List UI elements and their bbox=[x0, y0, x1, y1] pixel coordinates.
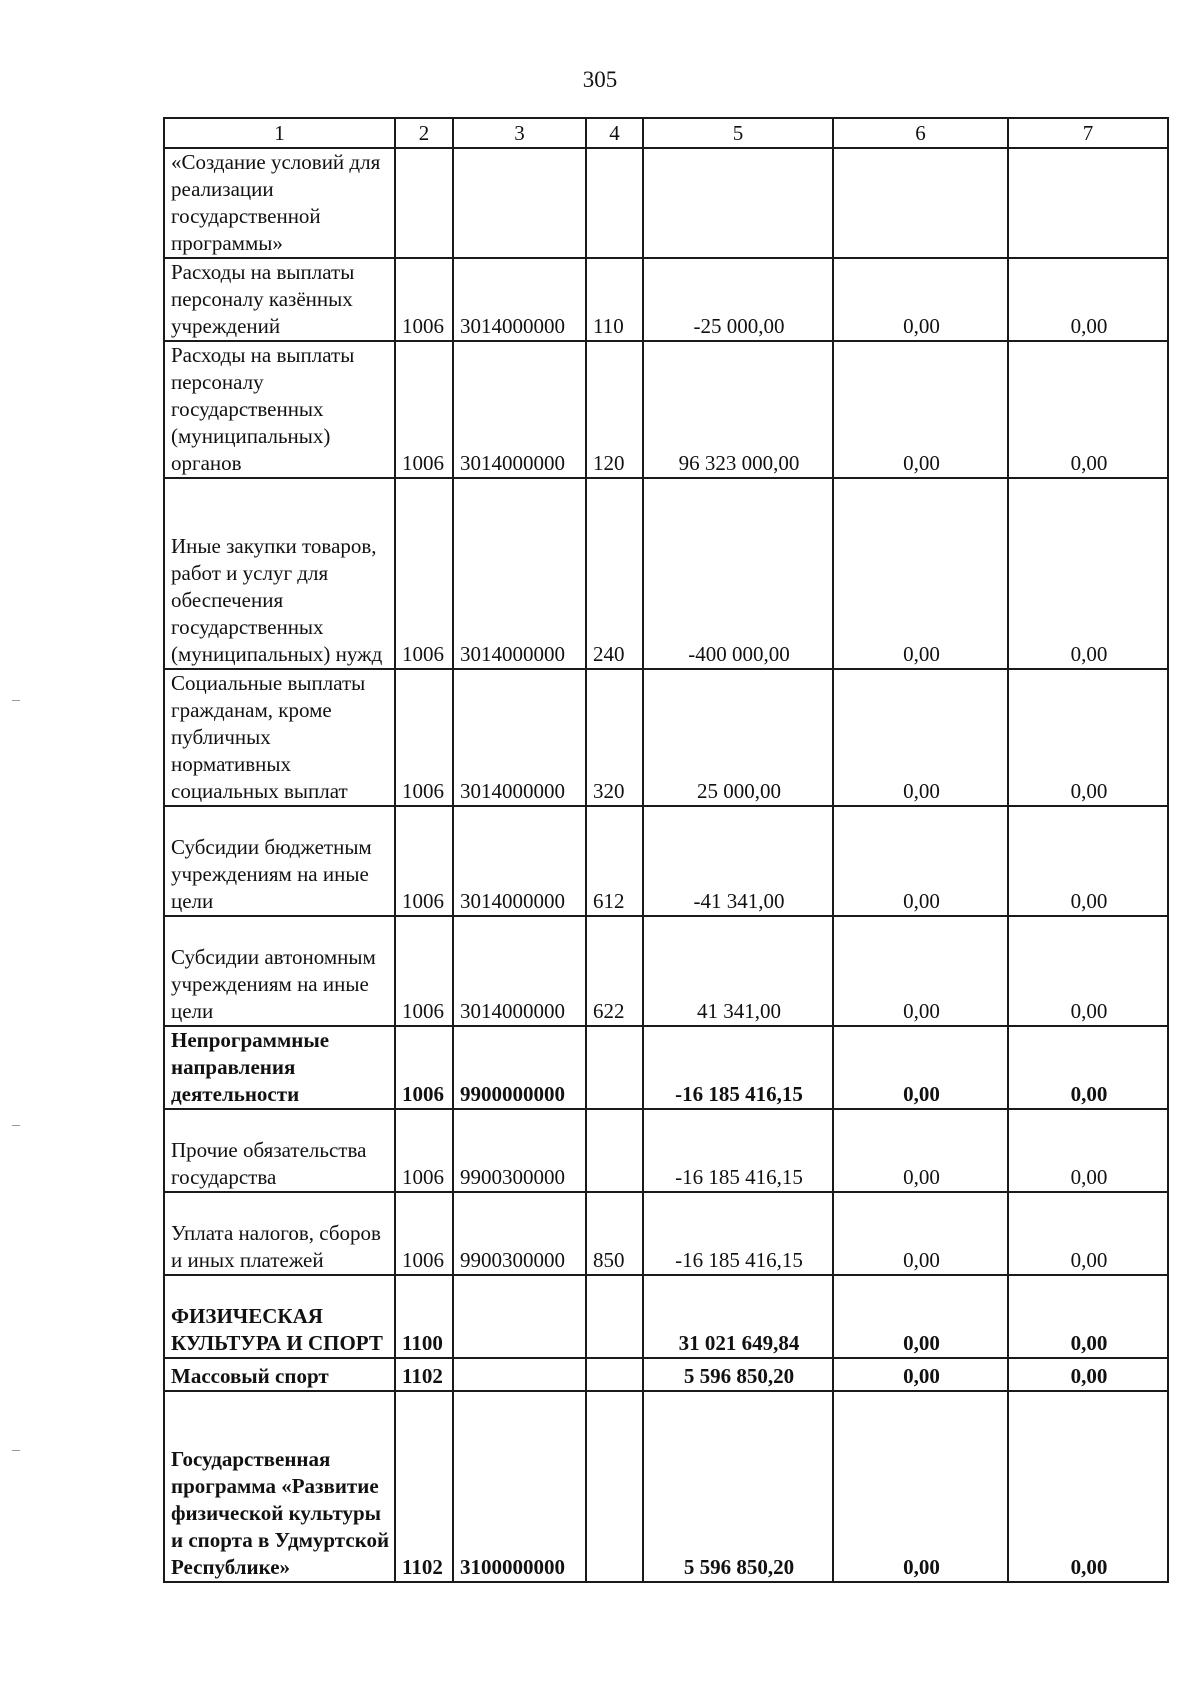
row-col6: 0,00 bbox=[833, 916, 1008, 1026]
row-name: Государственная программа «Развитие физической культуры и спорта в Удмуртской Республике» bbox=[164, 1391, 395, 1582]
row-section: 1006 bbox=[395, 916, 453, 1026]
header-col-2: 2 bbox=[395, 118, 453, 148]
row-section bbox=[395, 148, 453, 258]
row-section: 1006 bbox=[395, 1192, 453, 1275]
row-section: 1006 bbox=[395, 258, 453, 341]
row-col7: 0,00 bbox=[1008, 669, 1168, 806]
scan-mark bbox=[12, 1125, 20, 1126]
row-expense-type bbox=[586, 1026, 643, 1109]
row-col7 bbox=[1008, 148, 1168, 258]
row-col6: 0,00 bbox=[833, 1109, 1008, 1192]
row-target: 3014000000 bbox=[453, 669, 586, 806]
table-row bbox=[164, 1358, 1168, 1391]
table-row bbox=[164, 1109, 1168, 1192]
row-col6: 0,00 bbox=[833, 478, 1008, 669]
header-col-5: 5 bbox=[643, 118, 833, 148]
scan-mark bbox=[12, 1450, 20, 1451]
row-expense-type: 850 bbox=[586, 1192, 643, 1275]
row-name: Субсидии бюджетным учреждениям на иные цели bbox=[164, 806, 395, 916]
row-col6: 0,00 bbox=[833, 669, 1008, 806]
row-expense-type: 110 bbox=[586, 258, 643, 341]
scan-mark bbox=[12, 700, 20, 701]
row-name: Расходы на выплаты персоналу государственных (муниципальных) органов bbox=[164, 341, 395, 478]
table-row bbox=[164, 916, 1168, 1026]
table-row bbox=[164, 1275, 1168, 1358]
header-col-6: 6 bbox=[833, 118, 1008, 148]
row-target bbox=[453, 1358, 586, 1391]
row-col7: 0,00 bbox=[1008, 1391, 1168, 1582]
row-name: «Создание условий для реализации государственной программы» bbox=[164, 148, 395, 258]
header-col-4: 4 bbox=[586, 118, 643, 148]
row-amount: 25 000,00 bbox=[643, 669, 833, 806]
row-name: ФИЗИЧЕСКАЯ КУЛЬТУРА И СПОРТ bbox=[164, 1275, 395, 1358]
row-col7: 0,00 bbox=[1008, 1192, 1168, 1275]
budget-table bbox=[163, 117, 1169, 1583]
row-col7: 0,00 bbox=[1008, 1026, 1168, 1109]
row-expense-type bbox=[586, 1391, 643, 1582]
row-amount: -41 341,00 bbox=[643, 806, 833, 916]
row-amount bbox=[643, 148, 833, 258]
row-target: 9900000000 bbox=[453, 1026, 586, 1109]
row-expense-type: 120 bbox=[586, 341, 643, 478]
row-amount: 5 596 850,20 bbox=[643, 1391, 833, 1582]
row-section: 1006 bbox=[395, 1026, 453, 1109]
row-section: 1006 bbox=[395, 478, 453, 669]
row-section: 1100 bbox=[395, 1275, 453, 1358]
row-section: 1006 bbox=[395, 669, 453, 806]
row-col7: 0,00 bbox=[1008, 1109, 1168, 1192]
row-col6: 0,00 bbox=[833, 1391, 1008, 1582]
row-section: 1006 bbox=[395, 1109, 453, 1192]
row-section: 1102 bbox=[395, 1391, 453, 1582]
row-name: Прочие обязательства государства bbox=[164, 1109, 395, 1192]
row-expense-type: 612 bbox=[586, 806, 643, 916]
table-row bbox=[164, 806, 1168, 916]
table-row bbox=[164, 478, 1168, 669]
row-amount: -16 185 416,15 bbox=[643, 1192, 833, 1275]
row-section: 1006 bbox=[395, 341, 453, 478]
row-amount: 96 323 000,00 bbox=[643, 341, 833, 478]
row-col6: 0,00 bbox=[833, 341, 1008, 478]
header-col-7: 7 bbox=[1008, 118, 1168, 148]
row-target: 3014000000 bbox=[453, 478, 586, 669]
row-target: 9900300000 bbox=[453, 1192, 586, 1275]
row-target: 3014000000 bbox=[453, 258, 586, 341]
table-row bbox=[164, 1192, 1168, 1275]
row-name: Субсидии автономным учреждениям на иные цели bbox=[164, 916, 395, 1026]
row-amount: -16 185 416,15 bbox=[643, 1109, 833, 1192]
row-target: 9900300000 bbox=[453, 1109, 586, 1192]
row-col7: 0,00 bbox=[1008, 478, 1168, 669]
row-col6: 0,00 bbox=[833, 1192, 1008, 1275]
row-expense-type: 320 bbox=[586, 669, 643, 806]
row-col7: 0,00 bbox=[1008, 258, 1168, 341]
row-expense-type bbox=[586, 1358, 643, 1391]
row-target: 3014000000 bbox=[453, 806, 586, 916]
row-amount: -16 185 416,15 bbox=[643, 1026, 833, 1109]
row-target bbox=[453, 1275, 586, 1358]
row-name: Массовый спорт bbox=[164, 1358, 395, 1391]
row-expense-type bbox=[586, 1109, 643, 1192]
row-col6: 0,00 bbox=[833, 806, 1008, 916]
row-col6 bbox=[833, 148, 1008, 258]
row-name: Уплата налогов, сборов и иных платежей bbox=[164, 1192, 395, 1275]
row-target: 3014000000 bbox=[453, 916, 586, 1026]
row-name: Непрограммные направления деятельности bbox=[164, 1026, 395, 1109]
header-row bbox=[164, 118, 1168, 148]
row-amount: 5 596 850,20 bbox=[643, 1358, 833, 1391]
row-col6: 0,00 bbox=[833, 1358, 1008, 1391]
row-target bbox=[453, 148, 586, 258]
row-expense-type bbox=[586, 1275, 643, 1358]
row-col7: 0,00 bbox=[1008, 1275, 1168, 1358]
row-amount: 31 021 649,84 bbox=[643, 1275, 833, 1358]
row-col7: 0,00 bbox=[1008, 916, 1168, 1026]
row-amount: -400 000,00 bbox=[643, 478, 833, 669]
table-row bbox=[164, 258, 1168, 341]
row-col6: 0,00 bbox=[833, 1275, 1008, 1358]
row-col6: 0,00 bbox=[833, 1026, 1008, 1109]
table-row bbox=[164, 1026, 1168, 1109]
row-target: 3014000000 bbox=[453, 341, 586, 478]
page-number: 305 bbox=[582, 67, 618, 92]
header-col-3: 3 bbox=[453, 118, 586, 148]
row-name: Социальные выплаты гражданам, кроме публичных нормативных социальных выплат bbox=[164, 669, 395, 806]
row-expense-type: 240 bbox=[586, 478, 643, 669]
row-section: 1102 bbox=[395, 1358, 453, 1391]
row-col7: 0,00 bbox=[1008, 341, 1168, 478]
row-amount: -25 000,00 bbox=[643, 258, 833, 341]
row-expense-type: 622 bbox=[586, 916, 643, 1026]
row-col7: 0,00 bbox=[1008, 806, 1168, 916]
row-expense-type bbox=[586, 148, 643, 258]
table-row bbox=[164, 341, 1168, 478]
row-name: Иные закупки товаров, работ и услуг для обеспечения государственных (муниципальных) нужд bbox=[164, 478, 395, 669]
row-col7: 0,00 bbox=[1008, 1358, 1168, 1391]
header-col-1: 1 bbox=[164, 118, 395, 148]
table-row bbox=[164, 1391, 1168, 1582]
row-section: 1006 bbox=[395, 806, 453, 916]
table-row bbox=[164, 669, 1168, 806]
row-target: 3100000000 bbox=[453, 1391, 586, 1582]
row-amount: 41 341,00 bbox=[643, 916, 833, 1026]
table-row bbox=[164, 148, 1168, 258]
row-col6: 0,00 bbox=[833, 258, 1008, 341]
row-name: Расходы на выплаты персоналу казённых учреждений bbox=[164, 258, 395, 341]
